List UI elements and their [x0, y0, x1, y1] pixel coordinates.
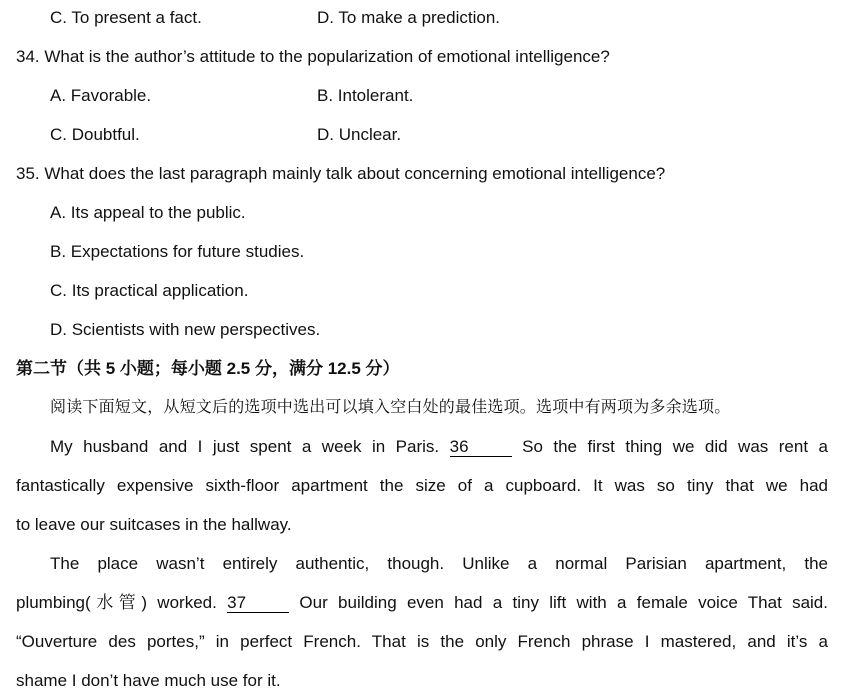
passage-p1-line2: fantastically expensive sixth-floor apartment the size of a cupboard. It was so tiny that we had — [16, 476, 828, 495]
section2-heading: 第二节（共 5 小题；每小题 2.5 分，满分 12.5 分） — [16, 359, 400, 378]
passage-p2-line3: “Ouverture des portes,” in perfect French. That is the only French phrase I mastered, and it’s a — [16, 632, 828, 651]
passage-p2-line4: shame I don’t have much use for it. — [16, 671, 281, 690]
blank-37: 37 — [227, 593, 289, 613]
passage-text: plumbing(水管) worked. — [16, 593, 217, 612]
q34-stem: 34. What is the author’s attitude to the popularization of emotional intelligence? — [16, 47, 610, 66]
q33-option-d: D. To make a prediction. — [317, 8, 500, 27]
q35-option-a: A. Its appeal to the public. — [50, 203, 246, 222]
passage-text: So the first thing we did was rent a — [522, 437, 828, 456]
passage-text: Our building even had a tiny lift with a female voice That said. — [299, 593, 828, 612]
passage-p1-line3: to leave our suitcases in the hallway. — [16, 515, 292, 534]
q34-option-a: A. Favorable. — [50, 86, 152, 105]
q34-option-d: D. Unclear. — [317, 125, 402, 144]
q34-option-b: B. Intolerant. — [317, 86, 414, 105]
q33-option-c: C. To present a fact. — [50, 8, 202, 27]
blank-36: 36 — [450, 437, 512, 457]
q34-option-c: C. Doubtful. — [50, 125, 140, 144]
q35-option-b: B. Expectations for future studies. — [50, 242, 305, 261]
q35-option-d: D. Scientists with new perspectives. — [50, 320, 321, 339]
passage-text: My husband and I just spent a week in Paris. — [50, 437, 440, 456]
section2-instructions: 阅读下面短文，从短文后的选项中选出可以填入空白处的最佳选项。选项中有两项为多余选项。 — [50, 399, 731, 416]
passage-p2-line1: The place wasn’t entirely authentic, though. Unlike a normal Parisian apartment, the — [50, 554, 828, 573]
passage-p2-line2 — [16, 592, 828, 614]
q35-stem: 35. What does the last paragraph mainly talk about concerning emotional intelligence? — [16, 164, 666, 183]
passage-p1-line1 — [50, 436, 828, 458]
q35-option-c: C. Its practical application. — [50, 281, 249, 300]
